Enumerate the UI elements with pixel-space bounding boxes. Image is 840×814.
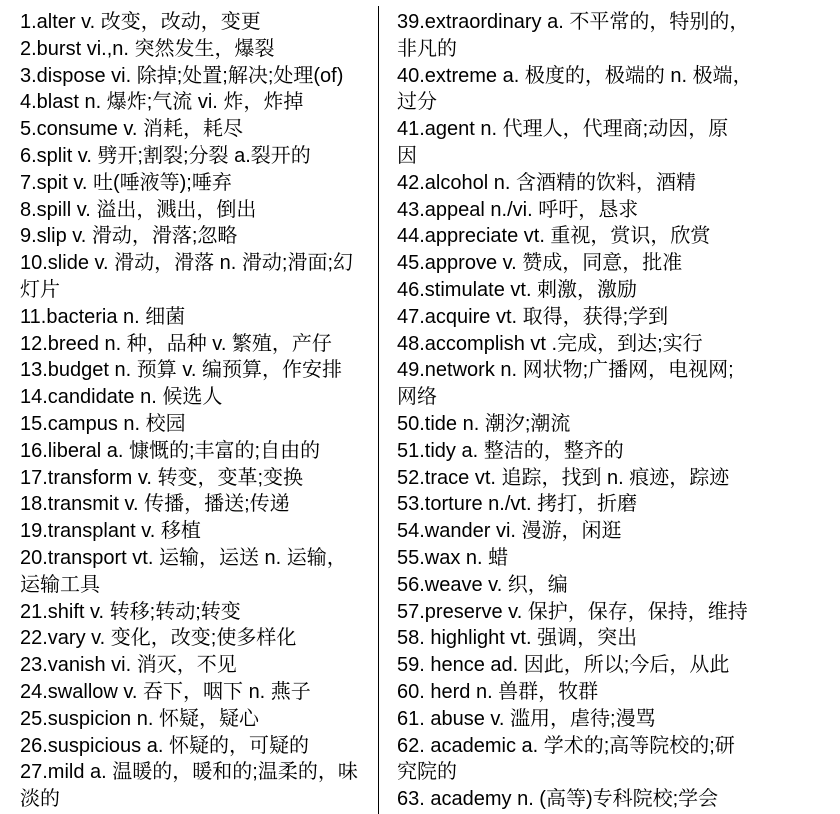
entry-line: 42.alcohol n. 含酒精的饮料，酒精 bbox=[397, 171, 696, 194]
vocab-entry-54 bbox=[397, 518, 827, 545]
entry-line-continued: 灯片 bbox=[20, 278, 60, 301]
entry-line-continued: 运输工具 bbox=[20, 573, 100, 596]
entry-line: 16.liberal a. 慷慨的;丰富的;自由的 bbox=[20, 439, 321, 462]
entry-line: 57.preserve v. 保护，保存，保持，维持 bbox=[397, 600, 748, 623]
entry-line: 25.suspicion n. 怀疑，疑心 bbox=[20, 707, 259, 730]
entry-line: 58. highlight vt. 强调，突出 bbox=[397, 627, 638, 650]
vocab-entry-25 bbox=[20, 706, 372, 733]
vocab-entry-4 bbox=[20, 89, 372, 116]
vocab-entry-51 bbox=[397, 438, 827, 465]
entry-line: 8.spill v. 溢出，溅出，倒出 bbox=[20, 198, 257, 221]
vocab-entry-44 bbox=[397, 223, 827, 250]
entry-line-continued: 淡的 bbox=[20, 788, 60, 811]
vocab-entry-62 bbox=[397, 733, 827, 787]
entry-line: 14.candidate n. 候选人 bbox=[20, 386, 223, 409]
vocab-entry-15 bbox=[20, 411, 372, 438]
vocab-entry-24 bbox=[20, 679, 372, 706]
entry-line: 47.acquire vt. 取得，获得;学到 bbox=[397, 305, 669, 328]
vocab-entry-39 bbox=[397, 9, 827, 63]
entry-line: 40.extreme a. 极度的，极端的 n. 极端， bbox=[397, 64, 753, 87]
vocab-entry-46 bbox=[397, 277, 827, 304]
entry-line: 55.wax n. 蜡 bbox=[397, 546, 509, 569]
entry-line: 27.mild a. 温暖的，暖和的;温柔的，味 bbox=[20, 761, 358, 784]
entry-line: 12.breed n. 种，品种 v. 繁殖，产仔 bbox=[20, 332, 332, 355]
entry-line: 20.transport vt. 运输，运送 n. 运输， bbox=[20, 546, 347, 569]
entry-line: 11.bacteria n. 细菌 bbox=[20, 305, 186, 328]
vocab-entry-11 bbox=[20, 304, 372, 331]
entry-line: 43.appeal n./vi. 呼吁，恳求 bbox=[397, 198, 639, 221]
vocab-column-right bbox=[397, 9, 827, 813]
entry-line: 23.vanish vi. 消灭，不见 bbox=[20, 654, 237, 677]
vocab-entry-22 bbox=[20, 625, 372, 652]
entry-line-continued: 网络 bbox=[397, 386, 437, 409]
vocab-entry-41 bbox=[397, 116, 827, 170]
vocab-entry-27 bbox=[20, 759, 372, 813]
vocab-entry-57 bbox=[397, 599, 827, 626]
entry-line: 49.network n. 网状物;广播网，电视网; bbox=[397, 359, 734, 382]
entry-line: 59. hence ad. 因此，所以;今后，从此 bbox=[397, 654, 730, 677]
column-divider bbox=[378, 6, 379, 814]
entry-line: 46.stimulate vt. 刺激，激励 bbox=[397, 278, 638, 301]
entry-line: 17.transform v. 转变，变革;变换 bbox=[20, 466, 304, 489]
entry-line: 9.slip v. 滑动，滑落;忽略 bbox=[20, 225, 238, 248]
vocab-entry-2 bbox=[20, 36, 372, 63]
vocab-entry-53 bbox=[397, 491, 827, 518]
entry-line: 45.approve v. 赞成，同意，批准 bbox=[397, 252, 683, 275]
entry-line: 62. academic a. 学术的;高等院校的;研 bbox=[397, 734, 735, 757]
vocab-entry-59 bbox=[397, 652, 827, 679]
entry-line: 60. herd n. 兽群，牧群 bbox=[397, 680, 599, 703]
entry-line: 41.agent n. 代理人，代理商;动因，原 bbox=[397, 118, 729, 141]
vocab-entry-61 bbox=[397, 706, 827, 733]
vocab-entry-52 bbox=[397, 465, 827, 492]
vocab-entry-58 bbox=[397, 625, 827, 652]
vocab-entry-45 bbox=[397, 250, 827, 277]
vocab-entry-21 bbox=[20, 599, 372, 626]
vocab-entry-42 bbox=[397, 170, 827, 197]
entry-line: 44.appreciate vt. 重视，赏识，欣赏 bbox=[397, 225, 711, 248]
vocab-entry-20 bbox=[20, 545, 372, 599]
vocab-entry-13 bbox=[20, 357, 372, 384]
entry-line: 22.vary v. 变化，改变;使多样化 bbox=[20, 627, 297, 650]
vocab-entry-12 bbox=[20, 331, 372, 358]
vocab-entry-56 bbox=[397, 572, 827, 599]
entry-line: 10.slide v. 滑动，滑落 n. 滑动;滑面;幻 bbox=[20, 252, 354, 275]
vocab-entry-1 bbox=[20, 9, 372, 36]
entry-line: 5.consume v. 消耗，耗尽 bbox=[20, 118, 244, 141]
entry-line: 26.suspicious a. 怀疑的，可疑的 bbox=[20, 734, 309, 757]
entry-line-continued: 究院的 bbox=[397, 761, 457, 784]
entry-line: 39.extraordinary a. 不平常的，特别的， bbox=[397, 11, 750, 33]
entry-line: 18.transmit v. 传播，播送;传递 bbox=[20, 493, 290, 516]
entry-line: 52.trace vt. 追踪，找到 n. 痕迹，踪迹 bbox=[397, 466, 730, 489]
vocab-entry-63 bbox=[397, 786, 827, 813]
vocab-entry-9 bbox=[20, 223, 372, 250]
vocab-entry-17 bbox=[20, 465, 372, 492]
entry-line: 7.spit v. 吐(唾液等);唾弃 bbox=[20, 171, 232, 194]
vocab-entry-3 bbox=[20, 63, 372, 90]
vocab-entry-48 bbox=[397, 331, 827, 358]
vocab-entry-5 bbox=[20, 116, 372, 143]
vocab-entry-49 bbox=[397, 357, 827, 411]
vocab-entry-6 bbox=[20, 143, 372, 170]
vocab-entry-60 bbox=[397, 679, 827, 706]
entry-line: 61. abuse v. 滥用，虐待;漫骂 bbox=[397, 707, 656, 730]
entry-line: 19.transplant v. 移植 bbox=[20, 520, 201, 543]
vocab-column-left bbox=[20, 9, 372, 813]
entry-line: 13.budget n. 预算 v. 编预算，作安排 bbox=[20, 359, 342, 382]
vocab-entry-50 bbox=[397, 411, 827, 438]
entry-line: 51.tidy a. 整洁的，整齐的 bbox=[397, 439, 624, 462]
vocab-entry-8 bbox=[20, 197, 372, 224]
vocab-entry-16 bbox=[20, 438, 372, 465]
entry-line: 3.dispose vi. 除掉;处置;解决;处理(of) bbox=[20, 64, 344, 87]
vocab-entry-19 bbox=[20, 518, 372, 545]
entry-line: 50.tide n. 潮汐;潮流 bbox=[397, 412, 571, 435]
entry-line: 15.campus n. 校园 bbox=[20, 412, 186, 435]
entry-line: 53.torture n./vt. 拷打，折磨 bbox=[397, 493, 638, 516]
vocab-entry-43 bbox=[397, 197, 827, 224]
entry-line-continued: 过分 bbox=[397, 91, 437, 114]
entry-line: 56.weave v. 织，编 bbox=[397, 573, 568, 596]
vocab-entry-40 bbox=[397, 63, 827, 117]
entry-line-continued: 非凡的 bbox=[397, 37, 457, 60]
vocab-entry-55 bbox=[397, 545, 827, 572]
vocab-entry-14 bbox=[20, 384, 372, 411]
entry-line: 24.swallow v. 吞下，咽下 n. 燕子 bbox=[20, 680, 311, 703]
entry-line: 1.alter v. 改变，改动，变更 bbox=[20, 11, 261, 33]
entry-line: 54.wander vi. 漫游，闲逛 bbox=[397, 520, 622, 543]
vocab-entry-10 bbox=[20, 250, 372, 304]
vocab-entry-7 bbox=[20, 170, 372, 197]
entry-line: 21.shift v. 转移;转动;转变 bbox=[20, 600, 241, 623]
entry-line-continued: 因 bbox=[397, 144, 417, 167]
entry-line: 4.blast n. 爆炸;气流 vi. 炸，炸掉 bbox=[20, 91, 304, 114]
vocab-entry-26 bbox=[20, 733, 372, 760]
vocab-entry-47 bbox=[397, 304, 827, 331]
entry-line: 63. academy n. (高等)专科院校;学会 bbox=[397, 788, 719, 811]
vocab-entry-18 bbox=[20, 491, 372, 518]
entry-line: 6.split v. 劈开;割裂;分裂 a.裂开的 bbox=[20, 144, 311, 167]
vocab-entry-23 bbox=[20, 652, 372, 679]
entry-line: 48.accomplish vt .完成，到达;实行 bbox=[397, 332, 703, 355]
entry-line: 2.burst vi.,n. 突然发生，爆裂 bbox=[20, 37, 275, 60]
